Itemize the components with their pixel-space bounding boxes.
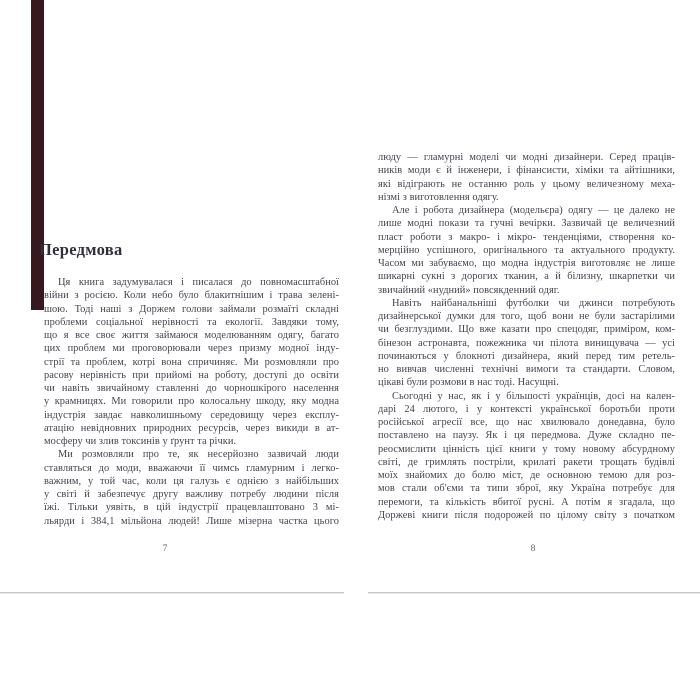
text-line: світі, де гримлять постріли, крилаті ракети трощать будівлі (378, 456, 675, 468)
text-line: лише модні покази та гучні вечірки. Зазвичай це величезний (378, 218, 675, 230)
text-line: мосферу чи злив токсинів у ґрунт та річки. (44, 436, 237, 447)
text-line: ставляться до моди, вважаючи її чимсь гламурним і легко- (44, 462, 339, 474)
text-line: проблеми соціальної нерівності та екології. Завдяки тому, (44, 316, 339, 328)
text-line: реосмислити цінність цієї книги у тому новому абсурдному (378, 443, 675, 455)
text-line: Часом ми забуваємо, що модна індустрія виготовляє не лише (378, 258, 675, 269)
text-line: що я все своє життя займаюся моделюванням одягу, багато (44, 330, 339, 341)
text-line: чи безглуздими. Що вже казати про спецодяг, приміром, ком- (378, 324, 675, 336)
text-line: які відіграють не останню роль у цьому величезному меха- (378, 178, 675, 190)
text-line: Але і робота дизайнера (модельєра) одягу — це далеко не (392, 205, 675, 216)
text-line: нізмі з виготовлення одягу. (378, 191, 499, 203)
text-line: у світі й забезпечує другу важливу потребу людини після (44, 489, 339, 500)
text-line: поставлено на паузу. Як і ця передмова. Дуже складно пе- (378, 430, 675, 442)
left-page-edge-line (0, 592, 344, 593)
text-line: дизайнерської думки для того, щоб вони не були застарілими (378, 311, 675, 322)
text-line: індустрія завдає навколишньому середовищу через експлу- (44, 409, 339, 421)
text-line: Навіть найбанальніші футболки чи джинси потребують (392, 297, 675, 309)
text-line: люду — гламурні моделі чи модні дизайнери. Серед праців- (378, 152, 675, 163)
text-line: чи навіть звичайному ставленні до чорношкірого населення (44, 383, 339, 394)
text-line: перемоги, та кількість вбитої русні. А потім я згадала, що (378, 496, 675, 508)
text-line: шикарні сукні з дорогих тканин, а й білизну, шкарпетки чи (378, 271, 675, 283)
text-line: расову нерівність при прийомі на роботу, доступі до освіти (44, 369, 339, 381)
text-line: у крамницях. Ми говорили про колосальну шкоду, яку модна (44, 396, 339, 408)
bookmark-ribbon-icon (31, 0, 44, 310)
right-page-edge-line (368, 592, 700, 593)
text-line: починаються у блокноті дизайнера, який перед тим ретель- (378, 350, 675, 362)
text-line: їжі. Тільки уявіть, в цій індустрії працевлаштовано 3 мі- (44, 502, 339, 514)
text-line: Сьогодні у нас, як і у більшості українців, досі на кален- (392, 390, 675, 402)
text-line: бінезон астронавта, пожежника чи пілота винищувача — усі (378, 337, 675, 349)
text-line: важним, у той час, коли ця галузь є однією з найбільших (44, 475, 339, 487)
text-line: російської агресії все, що нас хвилювало донедавна, було (378, 417, 675, 428)
right-page-text (378, 151, 675, 522)
text-line: льярди і 384,1 мільйона людей! Лише мізерна частка цього (44, 515, 339, 527)
text-line: звичайний «нудний» повсякденний одяг. (378, 284, 560, 296)
right-page-number: 8 (530, 544, 536, 554)
text-line: моїх знайомих до болю міст, де основною темою для роз- (378, 470, 675, 481)
chapter-heading: Передмова (39, 240, 123, 259)
text-line: пласт роботи з макро- і мікро- тенденціями, створення ко- (378, 231, 675, 243)
text-line: мов стали об'єми та типи зброї, яку Україна потребує для (378, 483, 675, 495)
text-line: війни з росією. Коли небо було блакитнішим і трава зелені- (44, 290, 339, 302)
text-line: Ми розмовляли про те, як несерйозно зазвичай люди (58, 449, 339, 461)
text-line: но вивчав численні технічні вимоги та стандарти. Словом, (378, 364, 675, 375)
left-page-text (44, 276, 339, 528)
text-line: Доржеві книги після подорожей по цілому світу з початком (378, 509, 675, 521)
text-line: шою. Тоді наші з Доржем голови займали розмаїті складні (44, 303, 339, 315)
text-line: Ця книга задумувалася і писалася до повномасштабної (58, 277, 339, 288)
text-line: цих проблем ми проговорювали через призму модної інду- (44, 343, 339, 355)
text-line: ників моди є й інженери, і фінансисти, хіміки та айтішники, (378, 165, 675, 177)
text-line: атацію невідновних природних ресурсів, через викиди в ат- (44, 422, 339, 434)
left-page-number: 7 (162, 544, 168, 554)
text-line: цікаві були розмови в нас тоді. Насущні. (378, 377, 559, 389)
text-line: дарі 24 лютого, і у контексті української боротьби проти (378, 403, 675, 415)
text-line: стрії та проблем, котрі вона спричиняє. Ми розмовляли про (44, 356, 339, 368)
text-line: мерційно успішного, оригінального та актуального продукту. (378, 244, 675, 256)
